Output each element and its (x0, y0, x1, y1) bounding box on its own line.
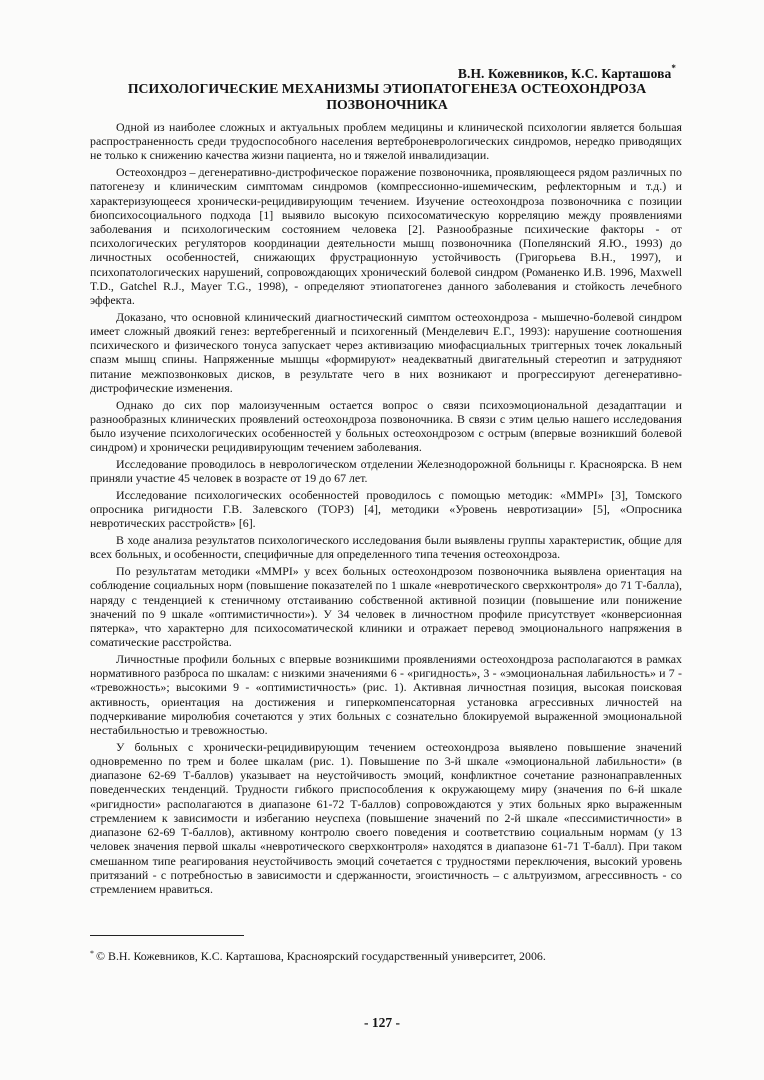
paragraph-acute-profiles: Личностные профили больных с впервые возникшими проявлениями остеохондроза располагаются в рамках нормативного разброса по шкалам: с низкими значениями 6 - «ригидность», 3 - «эмоциональная лабильность» и 7 - «тревожность»; высокими 9 - «оптимистичность» (рис. 1). Активная личностная позиция, высокая поисковая активность, ориентация на достижения и гиперкомпенсаторная установка агрессивных личностей на подчеркивание миролюбия сочетаются у этих больных с сознательно блокируемой выраженной эмоциональной нестабильностью и тревожностью. (90, 652, 682, 738)
article-body (90, 120, 682, 899)
paragraph-mmpi-results: По результатам методики «ММPI» у всех больных остеохондрозом позвоночника выявлена ориентация на соблюдение социальных норм (повышение показателей по 1 шкале «невротического сверхконтроля» до 71 Т-балла), наряду с тенденцией к стеничному отстаиванию собственной активной позиции (повышение или понижение значений по 9 шкале «оптимистичности»). У 34 человек в личностном профиле присутствует «конверсионная пятерка», что характерно для психосоматической клиники и отражает перевод эмоционального напряжения в соматические расстройства. (90, 564, 682, 650)
paragraph-intro: Одной из наиболее сложных и актуальных проблем медицины и клинической психологии является большая распространенность среди трудоспособного населения вертеброневрологических синдромов, нередко приводящих не только к снижению качества жизни пациента, но и тяжелой инвалидизации. (90, 120, 682, 163)
paragraph-osteochondrosis-definition: Остеохондроз – дегенеративно-дистрофическое поражение позвоночника, проявляющееся рядом различных по патогенезу и клиническим симптомам синдромов (компрессионно-ишемическим, рефлекторным и т.д.) и характеризующееся хронически-рецидивирующим течением. Изучение остеохондроза позвоночника с позиции биопсихосоциального подхода [1] выявило высокую психосоматическую корреляцию между проявлениями заболевания и психологическим состоянием человека [2]. Разнообразные психические факторы - от психологических регуляторов координации деятельности мышц позвоночника (Попелянский Я.Ю., 1993) до личностных особенностей, снижающих фрустрационную устойчивость (Григорьева В.Н., 1997), и психопатологических нарушений, сопровождающих хронический болевой синдром (Романенко И.В. 1996, Maxwell T.D., Gatchel R.J., Mayer T.G., 1998), - определяют этиопатогенез данного заболевания и стойкость лечебного эффекта. (90, 165, 682, 308)
page-number: - 127 - (364, 1015, 400, 1030)
authors-names: В.Н. Кожевников, К.С. Карташова (457, 66, 672, 81)
footnote-divider (90, 935, 244, 936)
footnote-text: © В.Н. Кожевников, К.С. Карташова, Красноярский государственный университет, 2006. (96, 949, 546, 963)
paragraph-participants: Исследование проводилось в неврологическом отделении Железнодорожной больницы г. Красноярска. В нем приняли участие 45 человек в возрасте от 19 до 67 лет. (90, 457, 682, 486)
footnote-mark: * (90, 949, 94, 958)
footnote (90, 949, 682, 963)
authors-footnote-mark: * (671, 63, 676, 73)
paragraph-methods: Исследование психологических особенностей проводилось с помощью методик: «ММPI» [3], Томского опросника ригидности Г.В. Залевского (ТОРЗ) [4], методики «Уровень невротизации» [5], «Опросника невротических расстройств» [6]. (90, 488, 682, 531)
paragraph-chronic-profiles: У больных с хронически-рецидивирующим течением остеохондроза выявлено повышение значений одновременно по трем и более шкалам (рис. 1). Повышение по 3-й шкале «эмоциональной лабильности» (в диапазоне 62-69 Т-баллов) указывает на неустойчивость эмоций, конфликтное сочетание разнонаправленных поведенческих тенденций. Трудности гибкого приспособления к окружающему миру (значения по 6-й шкале «ригидности» располагаются в диапазоне 61-72 Т-баллов) сопровождаются у этих больных ярко выраженным стремлением к зависимости и избеганию неуспеха (повышение значений по 2-й шкале «пессимистичности» в диапазоне 62-69 Т-баллов), активному контролю своего поведения и соответствию социальным нормам (у 13 человек значения первой шкалы «невротического сверхконтроля» находятся в диапазоне 61-71 Т-балл). При таком смешанном типе реагирования неустойчивость эмоций сочетается с трудностями переключения, высокий уровень притязаний - с потребностью в зависимости и сдержанности, эгоистичность – с альтруизмом, агрессивность - со стремлением нравиться. (90, 739, 682, 896)
authors-line (457, 63, 676, 82)
article-title: ПСИХОЛОГИЧЕСКИЕ МЕХАНИЗМЫ ЭТИОПАТОГЕНЕЗА ОСТЕОХОНДРОЗА ПОЗВОНОЧНИКА (127, 81, 647, 112)
paragraph-research-goal: Однако до сих пор малоизученным остается вопрос о связи психоэмоциональной дезадаптации и разнообразных клинических проявлений остеохондроза позвоночника. В связи с этим целью нашего исследования было изучение психологических особенностей у больных остеохондрозом с острым (впервые возникший болевой синдром) и хронически рецидивирующим течением заболевания. (90, 397, 682, 455)
paragraph-analysis: В ходе анализа результатов психологического исследования были выявлены группы характеристик, общие для всех больных, и особенности, специфичные для определенного типа течения остеохондроза. (90, 533, 682, 562)
paragraph-pain-syndrome: Доказано, что основной клинический диагностический симптом остеохондроза - мышечно-болевой синдром имеет сложный двоякий генез: вертебрегенный и психогенный (Менделевич Е.Г., 1993): нарушение соотношения психического и физического тонуса запускает через активизацию миофасциальных триггерных точек локальный спазм мышц спины. Напряженные мышцы «формируют» неадекватный двигательный стереотип и затрудняют питание межпозвонковых дисков, в результате чего в них возникают и прогрессируют дегенеративно-дистрофические изменения. (90, 309, 682, 395)
